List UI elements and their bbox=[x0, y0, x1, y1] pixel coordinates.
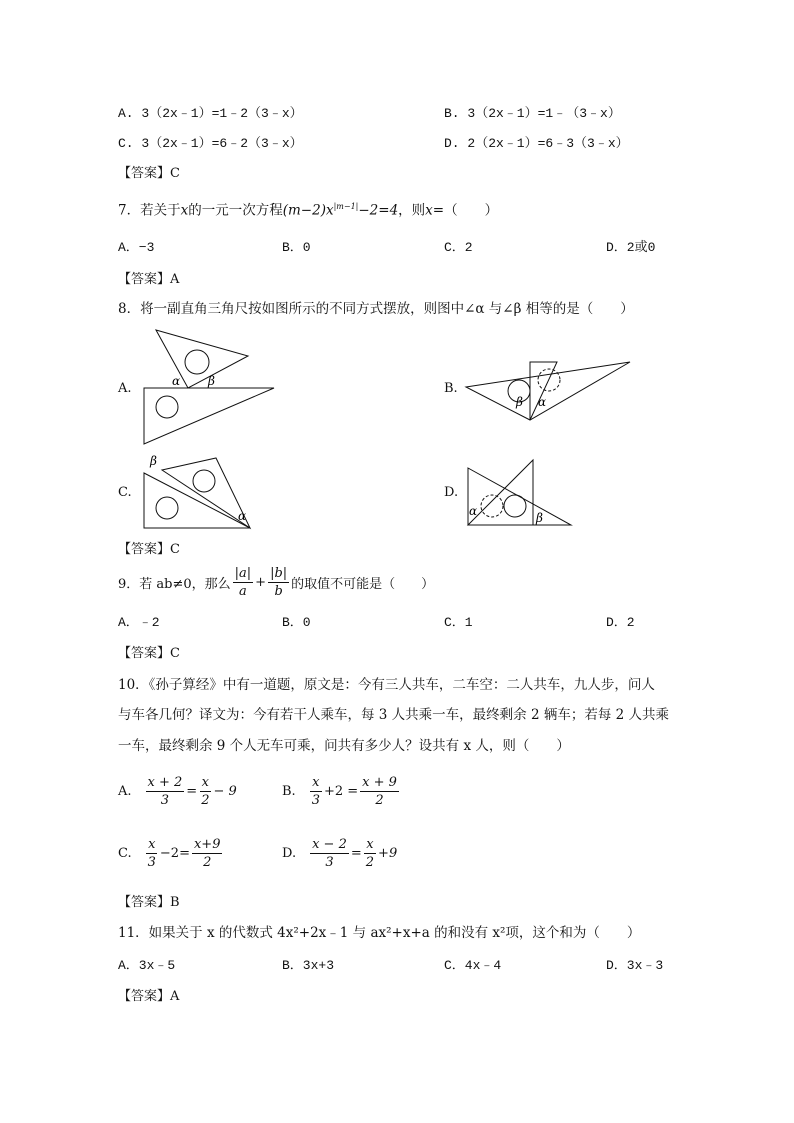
alpha-label: α bbox=[172, 374, 181, 388]
q7-option-c: C．2 bbox=[444, 240, 473, 255]
q10-line-3: 一车，最终剩余 9 个人无车可乘，问共有多少人？设共有 x 人，则（ ） bbox=[118, 738, 570, 754]
q9-answer: 【答案】C bbox=[118, 646, 180, 661]
q10-option-c: C. $\frac{x}{3}$ −2= $\frac{x+9}{2}$ bbox=[118, 837, 221, 870]
alpha-label: α bbox=[469, 504, 478, 518]
q11-answer: 【答案】A bbox=[118, 989, 180, 1004]
q8-label-b: B. bbox=[444, 381, 458, 396]
q7-option-b: B．0 bbox=[282, 240, 311, 255]
q11-option-c: C．4x﹣4 bbox=[444, 958, 502, 973]
beta-label: β bbox=[208, 374, 215, 388]
q10-option-d: D. $\frac{x - 2}{3}$ = $\frac{x}{2}$ +9 bbox=[282, 837, 398, 870]
q9-option-b: B．0 bbox=[282, 615, 311, 630]
q8-label-d: D. bbox=[444, 485, 459, 500]
q9-stem: 9．若 ab≠0，那么 $\frac{|a|}{a}$ + $\frac{|b|}{b}$ 的取值不可能是（ ） bbox=[118, 566, 435, 599]
fraction-a: $\frac{|a|}{a}$ bbox=[234, 566, 252, 599]
q7-option-a: A．−3 bbox=[118, 240, 155, 255]
q7-exponent: |m−1| bbox=[333, 202, 359, 211]
q11-option-d: D．3x﹣3 bbox=[606, 958, 664, 973]
q6-option-d: D. 2（2x﹣1）=6﹣3（3﹣x） bbox=[444, 136, 629, 151]
q9-option-a: A．﹣2 bbox=[118, 615, 160, 630]
q7-equation-tail: −2=4 bbox=[358, 202, 399, 219]
q7-answer: 【答案】A bbox=[118, 272, 180, 287]
q7-option-d: D．2或0 bbox=[606, 240, 656, 255]
q10-line-1: 10．《孙子算经》中有一道题，原文是：今有三人共车，二车空：二人共车，九人步，问人 bbox=[118, 677, 655, 693]
alpha-label: α bbox=[538, 395, 547, 409]
q9-option-d: D．2 bbox=[606, 615, 635, 630]
beta-label: β bbox=[516, 395, 523, 409]
answer-tag: 【答案】 bbox=[118, 166, 171, 181]
q8-figure-d bbox=[0, 0, 794, 560]
q9-suffix: 的取值不可能是（ ） bbox=[291, 577, 435, 592]
q10-option-a: A. $\frac{x + 2}{3}$ = $\frac{x}{2}$ − 9 bbox=[118, 775, 237, 808]
q11-option-b: B．3x+3 bbox=[282, 958, 335, 973]
q7-mid: 的一元一次方程 bbox=[188, 202, 283, 219]
q8-label-a: A. bbox=[118, 381, 132, 396]
q10-answer: 【答案】B bbox=[118, 895, 180, 910]
beta-label: β bbox=[150, 454, 157, 468]
q8-label-c: C. bbox=[118, 485, 132, 500]
q9-prefix: 9．若 ab≠0，那么 bbox=[118, 577, 231, 592]
alpha-label: α bbox=[238, 509, 247, 523]
q7-equation: (m−2)x bbox=[282, 202, 334, 219]
answer-value: C bbox=[170, 166, 180, 181]
q9-option-c: C．1 bbox=[444, 615, 473, 630]
q7-var: x bbox=[180, 202, 189, 219]
q10-line-2: 与车各几何？译文为：今有若干人乘车，每 3 人共乘一车，最终剩余 2 辆车；若每 2 人共乘 bbox=[118, 707, 670, 723]
q10-option-b: B. $\frac{x}{3}$ +2 = $\frac{x + 9}{2}$ bbox=[282, 775, 397, 808]
fraction-b: $\frac{|b|}{b}$ bbox=[270, 566, 288, 599]
beta-label: β bbox=[536, 511, 543, 525]
q6-option-c: C. 3（2x﹣1）=6﹣2（3﹣x） bbox=[118, 136, 303, 151]
q7-var2: x bbox=[425, 202, 433, 219]
q8-answer: 【答案】C bbox=[118, 542, 180, 557]
q6-option-b: B. 3（2x﹣1）=1﹣（3﹣x） bbox=[444, 106, 621, 121]
q6-option-a: A. 3（2x﹣1）=1﹣2（3﹣x） bbox=[118, 106, 303, 121]
q7-suffix: ，则 bbox=[398, 202, 426, 219]
q8-stem: 8．将一副直角三角尺按如图所示的不同方式摆放，则图中∠α 与∠β 相等的是（ ） bbox=[118, 301, 634, 317]
q7-end: =（ ） bbox=[432, 202, 499, 219]
q11-stem: 11．如果关于 x 的代数式 4x²+2x﹣1 与 ax²+x+a 的和没有 x²项，这个和为（ ） bbox=[118, 925, 641, 941]
q11-option-a: A．3x﹣5 bbox=[118, 958, 176, 973]
q7-prefix: 7．若关于 bbox=[118, 202, 181, 219]
